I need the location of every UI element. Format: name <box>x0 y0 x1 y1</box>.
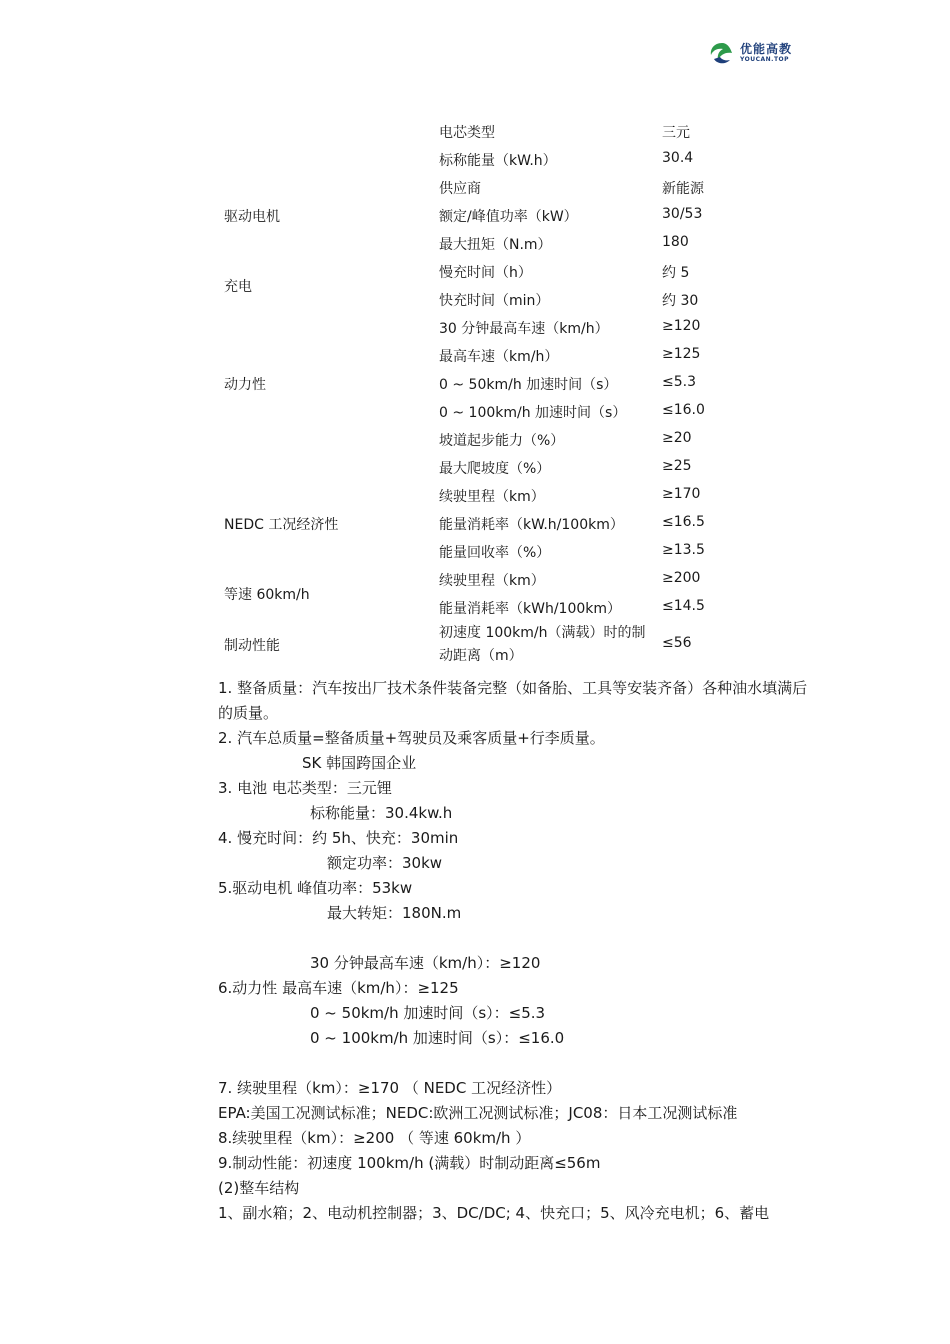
spec-value: ≤56 <box>662 635 692 651</box>
spec-item: 最大扭矩（N.m） <box>439 237 552 253</box>
table-row <box>214 454 814 482</box>
note-30min-speed: 30 分钟最高车速（km/h）：≥120 <box>310 954 541 972</box>
note-test-standards: EPA:美国工况测试标准；NEDC:欧洲工况测试标准；JC08：日本工况测试标准 <box>218 1104 738 1122</box>
group-label-brake: 制动性能 <box>224 638 280 654</box>
spec-item: 能量回收率（%） <box>439 545 551 561</box>
table-row <box>214 258 814 295</box>
table-row <box>214 482 814 510</box>
spec-value: 180 <box>662 234 689 250</box>
table-row <box>214 230 814 258</box>
group-label-speed60: 等速 60km/h <box>224 587 310 603</box>
note-charge-time: 4. 慢充时间：约 5h、快充：30min <box>218 829 459 847</box>
note-accel-100: 0 ~ 100km/h 加速时间（s）：≤16.0 <box>310 1029 565 1047</box>
note-range-nedc: 7. 续驶里程（km）：≥170 （ NEDC 工况经济性） <box>218 1079 562 1097</box>
note-supplier: SK 韩国跨国企业 <box>302 754 417 772</box>
spec-item: 额定/峰值功率（kW） <box>439 209 578 225</box>
spec-value: 新能源 <box>662 181 704 197</box>
note-parts-list: 1、副水箱；2、电动机控制器；3、DC/DC; 4、快充口；5、风冷充电机；6、蓄电 <box>218 1204 770 1222</box>
spec-value: ≥13.5 <box>662 542 705 558</box>
spec-item: 能量消耗率（kWh/100km） <box>439 601 622 617</box>
spec-value: 30.4 <box>662 150 694 166</box>
spec-item: 续驶里程（km） <box>439 489 545 505</box>
table-row <box>214 286 814 314</box>
spec-value: ≥200 <box>662 570 701 586</box>
group-label-nedc: NEDC 工况经济性 <box>224 517 339 533</box>
table-row <box>214 538 814 566</box>
spec-item: 续驶里程（km） <box>439 573 545 589</box>
spec-item: 初速度 100km/h（满载）时的制动距离（m） <box>439 625 646 664</box>
group-label-motor: 驱动电机 <box>224 209 280 225</box>
spec-value: ≥125 <box>662 346 701 362</box>
spec-value: ≥20 <box>662 430 692 446</box>
spec-value: 约 5 <box>662 265 690 281</box>
spec-value: ≤14.5 <box>662 598 705 614</box>
table-row <box>214 622 814 668</box>
logo-en-text: YOUCAN.TOP <box>740 56 790 63</box>
spec-item: 慢充时间（h） <box>439 265 532 281</box>
spec-item: 快充时间（min） <box>439 293 550 309</box>
spec-item: 0 ~ 100km/h 加速时间（s） <box>439 405 627 421</box>
spec-item: 坡道起步能力（%） <box>439 433 565 449</box>
note-rated-power: 额定功率：30kw <box>327 854 443 872</box>
note-curb-weight: 1. 整备质量：汽车按出厂技术条件装备完整（如备胎、工具等安装齐备）各种油水填满后的质量。 <box>218 679 808 722</box>
spec-item: 标称能量（kW.h） <box>439 153 557 169</box>
spec-value: ≤16.5 <box>662 514 705 530</box>
spec-value: 30/53 <box>662 206 703 222</box>
spec-item: 最高车速（km/h） <box>439 349 559 365</box>
group-label-power: 动力性 <box>224 377 266 393</box>
table-row <box>214 398 814 426</box>
spec-item: 最大爬坡度（%） <box>439 461 551 477</box>
note-battery: 3. 电池 电芯类型：三元锂 <box>218 779 392 797</box>
note-gross-weight: 2. 汽车总质量=整备质量+驾驶员及乘客质量+行李质量。 <box>218 729 605 747</box>
spacer <box>218 1051 808 1076</box>
note-drive-motor: 5.驱动电机 峰值功率：53kw <box>218 879 413 897</box>
table-row <box>214 342 814 370</box>
spec-item: 电芯类型 <box>439 125 495 141</box>
spec-table <box>214 118 814 668</box>
table-row <box>214 510 814 538</box>
table-row <box>214 314 814 342</box>
table-row <box>214 594 814 622</box>
spec-value: ≥170 <box>662 486 701 502</box>
section-heading: (2)整车结构 <box>218 1179 300 1197</box>
note-max-torque: 最大转矩：180N.m <box>327 904 462 922</box>
spec-value: 三元 <box>662 125 690 141</box>
table-row <box>214 370 814 398</box>
note-battery-energy: 标称能量：30.4kw.h <box>310 804 453 822</box>
note-braking: 9.制动性能：初速度 100km/h (满载）时制动距离≤56m <box>218 1154 601 1172</box>
header-logo <box>708 40 792 66</box>
spec-value: ≥25 <box>662 458 692 474</box>
spacer <box>218 926 808 951</box>
spec-item: 0 ~ 50km/h 加速时间（s） <box>439 377 618 393</box>
spec-item: 供应商 <box>439 181 481 197</box>
spec-value: 约 30 <box>662 293 699 309</box>
table-row <box>214 146 814 174</box>
table-row <box>214 174 814 202</box>
table-row <box>214 202 814 230</box>
logo-swirl-icon <box>708 40 736 66</box>
spec-value: ≤16.0 <box>662 402 705 418</box>
note-power-performance: 6.动力性 最高车速（km/h）：≥125 <box>218 979 459 997</box>
table-row <box>214 118 814 146</box>
group-label-charge: 充电 <box>224 279 252 295</box>
logo-cn-text: 优能高教 <box>740 42 793 56</box>
note-range-60: 8.续驶里程（km）：≥200 （ 等速 60km/h ） <box>218 1129 531 1147</box>
notes-section <box>218 676 808 1226</box>
spec-item: 能量消耗率（kW.h/100km） <box>439 517 624 533</box>
table-row <box>214 566 814 603</box>
spec-item: 30 分钟最高车速（km/h） <box>439 321 609 337</box>
note-accel-50: 0 ~ 50km/h 加速时间（s）：≤5.3 <box>310 1004 546 1022</box>
spec-value: ≤5.3 <box>662 374 696 390</box>
spec-value: ≥120 <box>662 318 701 334</box>
table-row <box>214 426 814 454</box>
